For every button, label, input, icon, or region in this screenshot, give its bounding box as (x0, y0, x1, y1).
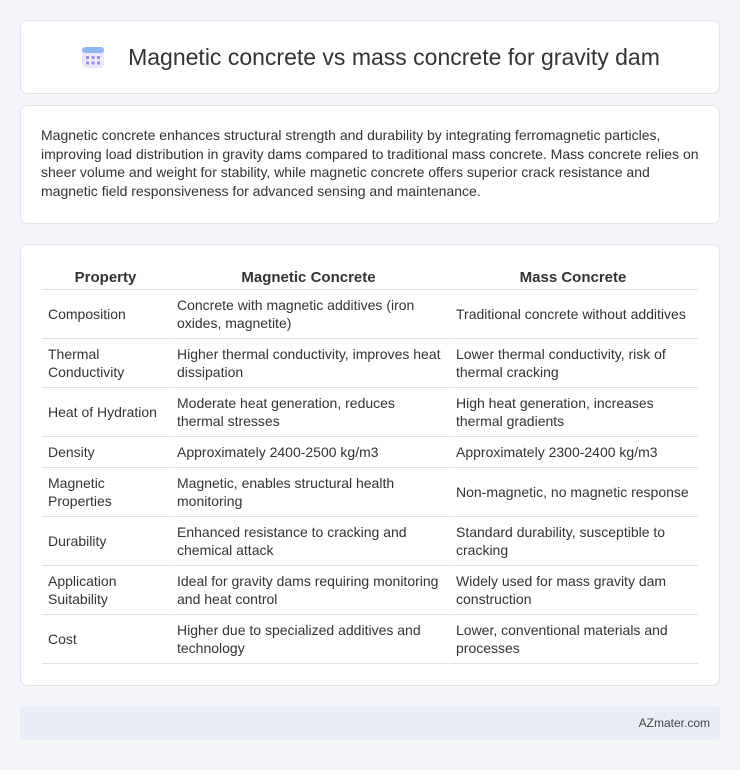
magnetic-cell: Higher due to specialized additives and technology (169, 615, 448, 664)
mass-cell: Traditional concrete without additives (448, 290, 698, 339)
property-cell: Thermal Conductivity (42, 339, 169, 388)
page-title: Magnetic concrete vs mass concrete for gravity dam (128, 43, 660, 70)
table-row (42, 290, 698, 339)
mass-cell: Approximately 2300-2400 kg/m3 (448, 437, 698, 468)
property-cell: Cost (42, 615, 169, 664)
mass-cell: Standard durability, susceptible to cracking (448, 517, 698, 566)
property-cell: Heat of Hydration (42, 388, 169, 437)
property-cell: Durability (42, 517, 169, 566)
property-cell: Composition (42, 290, 169, 339)
table-row (42, 388, 698, 437)
magnetic-cell: Ideal for gravity dams requiring monitoring and heat control (169, 566, 448, 615)
table-row (42, 339, 698, 388)
header-mass-concrete: Mass Concrete (448, 265, 698, 290)
property-cell: Density (42, 437, 169, 468)
comparison-table (42, 265, 698, 664)
table-row (42, 615, 698, 664)
header-property: Property (42, 265, 169, 290)
footer-bar (20, 706, 720, 740)
description-card (20, 105, 720, 224)
table-row (42, 517, 698, 566)
mass-cell: Lower thermal conductivity, risk of thermal cracking (448, 339, 698, 388)
magnetic-cell: Magnetic, enables structural health monitoring (169, 468, 448, 517)
magnetic-cell: Approximately 2400-2500 kg/m3 (169, 437, 448, 468)
mass-cell: Lower, conventional materials and processes (448, 615, 698, 664)
title-card (20, 20, 720, 94)
table-row (42, 566, 698, 615)
property-cell: Magnetic Properties (42, 468, 169, 517)
footer-brand[interactable]: AZmater.com (638, 716, 710, 730)
magnetic-cell: Moderate heat generation, reduces thermal stresses (169, 388, 448, 437)
mass-cell: Widely used for mass gravity dam construction (448, 566, 698, 615)
magnetic-cell: Higher thermal conductivity, improves heat dissipation (169, 339, 448, 388)
header-magnetic-concrete: Magnetic Concrete (169, 265, 448, 290)
comparison-card (20, 244, 720, 686)
description-text: Magnetic concrete enhances structural strength and durability by integrating ferromagnetic particles, improving load distribution in gravity dams compared to traditional mass concrete. Mass concrete relies on sheer volume and weight for stability, while magnetic concrete offers superior crack resistance and magnetic field responsiveness for advanced sensing and maintenance. (41, 127, 699, 199)
table-header-row (42, 265, 698, 290)
table-row (42, 468, 698, 517)
property-cell: Application Suitability (42, 566, 169, 615)
mass-cell: Non-magnetic, no magnetic response (448, 468, 698, 517)
magnetic-cell: Enhanced resistance to cracking and chemical attack (169, 517, 448, 566)
calendar-grid-icon (80, 44, 106, 70)
magnetic-cell: Concrete with magnetic additives (iron oxides, magnetite) (169, 290, 448, 339)
mass-cell: High heat generation, increases thermal gradients (448, 388, 698, 437)
table-row (42, 437, 698, 468)
